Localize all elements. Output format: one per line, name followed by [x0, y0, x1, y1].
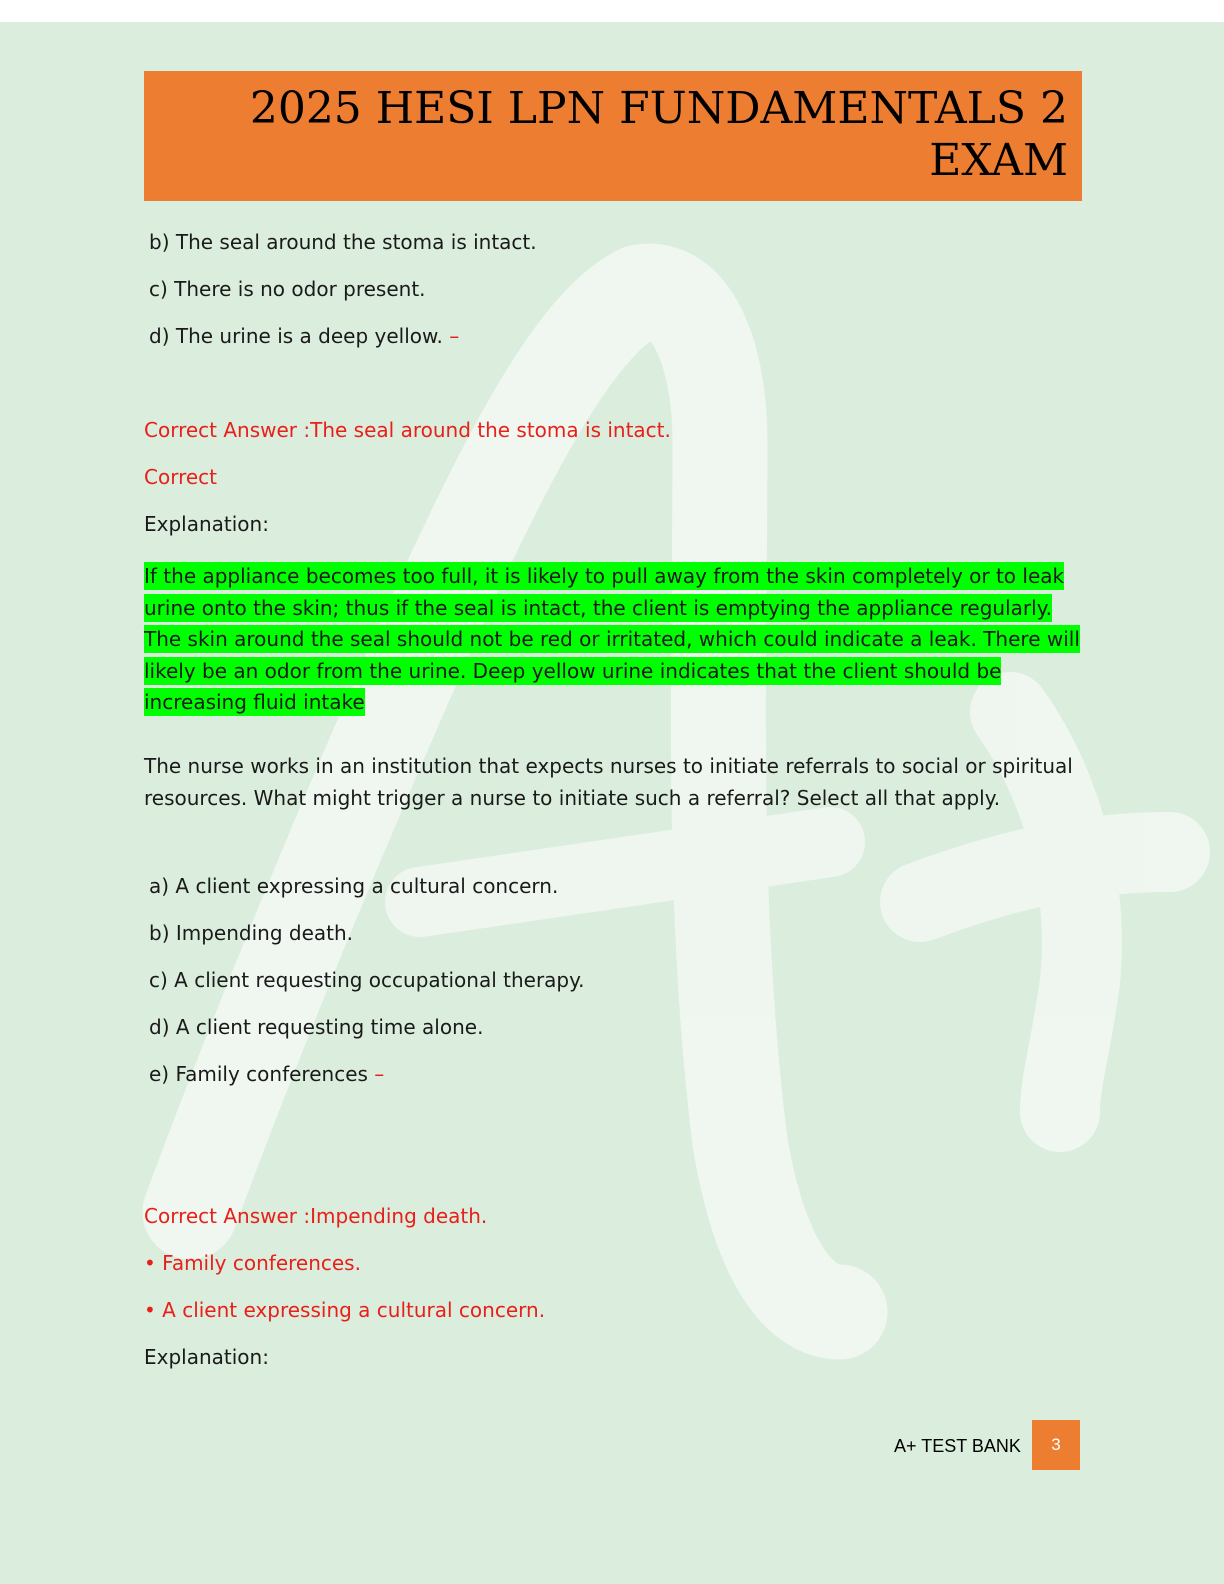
q2-explanation-label: Explanation:: [144, 1345, 269, 1369]
header-banner: [144, 71, 1082, 201]
q2-option-b: b) Impending death.: [149, 921, 354, 945]
title-line-2: EXAM: [929, 135, 1068, 186]
q2-option-e-marker: –: [374, 1062, 385, 1086]
footer-label: A+ TEST BANK: [894, 1436, 1021, 1456]
document-page: [0, 22, 1224, 1584]
q1-explanation-text: If the appliance becomes too full, it is likely to pull away from the skin completely or to leak urine onto the skin; thus if the seal is intact, the client is emptying the appliance regularly. The skin around the seal should not be red or irritated, which could indicate a leak. There will likely be an odor from the urine. Deep yellow urine indicates that the client should be increasing fluid intake: [144, 564, 1080, 714]
q2-option-d: d) A client requesting time alone.: [149, 1015, 484, 1039]
q2-answer-bullet-1: • Family conferences.: [144, 1251, 361, 1275]
q1-option-b: b) The seal around the stoma is intact.: [149, 230, 537, 254]
q1-option-d-marker: –: [449, 324, 460, 348]
q2-option-e: e) Family conferences –: [149, 1062, 385, 1086]
page-number: 3: [1032, 1420, 1080, 1470]
q1-option-c: c) There is no odor present.: [149, 277, 426, 301]
q1-explanation-highlight: [144, 561, 1080, 719]
q2-option-c: c) A client requesting occupational therapy.: [149, 968, 585, 992]
q2-correct-answer: Correct Answer :Impending death.: [144, 1204, 488, 1228]
q2-answer-bullet-2: • A client expressing a cultural concern.: [144, 1298, 546, 1322]
q2-option-a: a) A client expressing a cultural concern.: [149, 874, 559, 898]
q1-correct-answer: Correct Answer :The seal around the stoma is intact.: [144, 418, 671, 442]
document-title: [188, 83, 1068, 187]
q1-explanation-label: Explanation:: [144, 512, 269, 536]
q2-stem: The nurse works in an institution that expects nurses to initiate referrals to social or spiritual resources. What might trigger a nurse to initiate such a referral? Select all that apply.: [144, 754, 1073, 810]
q1-status: Correct: [144, 465, 217, 489]
q1-option-d: d) The urine is a deep yellow. –: [149, 324, 460, 348]
title-line-1: 2025 HESI LPN FUNDAMENTALS 2: [249, 83, 1068, 134]
